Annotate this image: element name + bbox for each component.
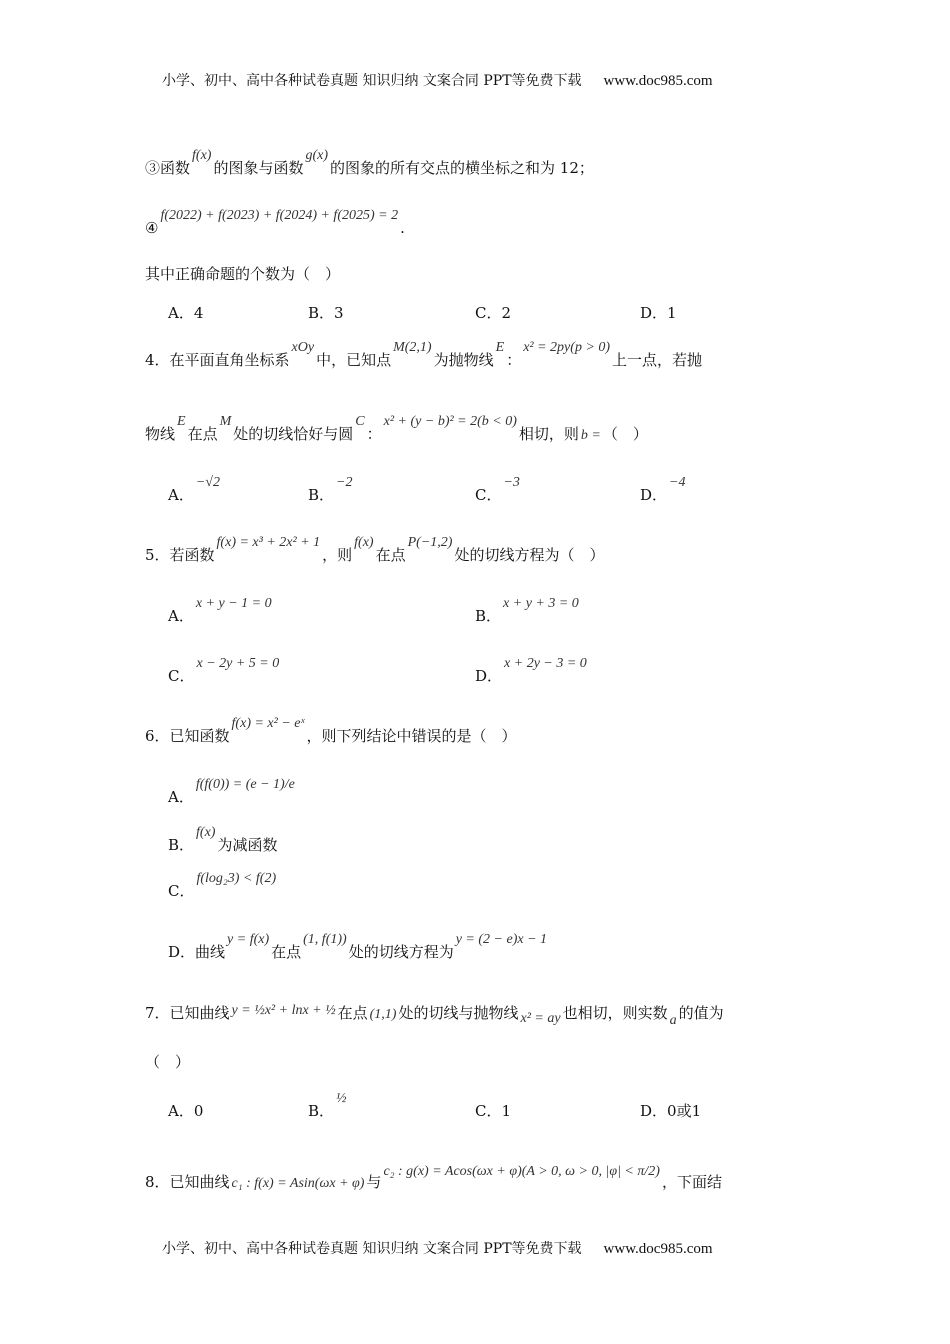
text-segment: x + y − 1 = 0 — [195, 596, 272, 611]
header-url[interactable]: www.doc985.com — [603, 73, 713, 89]
text-segment: A． — [168, 788, 194, 806]
text-segment: B． — [308, 1102, 335, 1120]
text-segment: C — [355, 414, 365, 429]
text-segment: ④ — [145, 219, 159, 237]
text-segment: y = f(x) — [227, 932, 270, 947]
option-a — [168, 596, 274, 626]
q6-option-d — [168, 932, 549, 964]
text-segment: 相切，则 — [518, 425, 579, 443]
text-segment: x + y + 3 = 0 — [503, 596, 579, 611]
text-segment: 中，已知点 — [316, 351, 392, 369]
text-segment: 在点 — [271, 943, 302, 961]
text-segment: x² = 2py(p > 0) — [523, 340, 611, 355]
text-segment: ，下面结 — [661, 1173, 722, 1191]
text-segment: ： — [506, 351, 522, 369]
q6-option-b — [168, 825, 278, 857]
text-segment: −2 — [336, 475, 353, 490]
text-segment: 的图象的所有交点的横坐标之和为 12； — [330, 159, 594, 177]
header-text: 小学、初中、高中各种试卷真题 知识归纳 文案合同 PPT等免费下载 — [162, 73, 582, 89]
text-segment: −4 — [669, 475, 686, 490]
text-segment: P(−1,2) — [407, 535, 453, 550]
text-segment: ③函数 — [145, 159, 191, 177]
text-segment: 也相切，则实数 — [562, 1004, 668, 1022]
q5-stem — [145, 535, 605, 567]
text-segment: 1 — [501, 1102, 512, 1120]
option-a — [168, 475, 222, 505]
option-b — [308, 1091, 349, 1121]
text-segment: g(x) — [305, 148, 329, 163]
option-a: A．4 — [168, 304, 204, 322]
text-segment: B． — [475, 607, 502, 625]
q3-stem: 其中正确命题的个数为（ ） — [145, 265, 341, 283]
option-d — [640, 475, 687, 505]
footer-text: 小学、初中、高中各种试卷真题 知识归纳 文案合同 PPT等免费下载 — [162, 1241, 582, 1257]
page-footer — [162, 1238, 713, 1258]
text-segment: M(2,1) — [393, 340, 432, 355]
text-segment: 0或1 — [667, 1102, 702, 1120]
text-segment: 处的切线恰好与圆 — [233, 425, 354, 443]
footer-url[interactable]: www.doc985.com — [603, 1241, 713, 1257]
option-b — [475, 596, 581, 626]
q6-stem — [145, 716, 517, 748]
option-c: C．2 — [475, 304, 512, 322]
text-segment: ，则 — [322, 546, 353, 564]
option-d — [640, 1100, 701, 1121]
q8-stem — [145, 1164, 722, 1194]
text-segment: 为抛物线 — [433, 351, 494, 369]
option-b: B．3 — [308, 304, 344, 322]
text-segment: D． — [475, 667, 503, 685]
text-segment: 处的切线与抛物线 — [398, 1004, 519, 1022]
text-segment: D． — [640, 1102, 668, 1120]
text-segment: 处的切线方程为 — [348, 943, 454, 961]
text-segment: a — [669, 1013, 677, 1028]
text-segment: C． — [168, 882, 195, 900]
text-segment: x² = ay — [520, 1011, 561, 1026]
text-segment: f(log₂3) < f(2) — [196, 871, 277, 886]
option-b — [308, 475, 354, 505]
text-segment: E — [177, 414, 186, 429]
text-segment: 7．已知曲线 — [145, 1004, 230, 1022]
text-segment: 0 — [193, 1102, 204, 1120]
text-segment: f(2022) + f(2023) + f(2024) + f(2025) = 2 — [160, 208, 399, 223]
option-d: D．1 — [640, 304, 677, 322]
text-segment: M — [219, 414, 232, 429]
text-segment: −√2 — [195, 475, 220, 490]
text-segment: B． — [308, 486, 335, 504]
text-segment: ： — [366, 425, 382, 443]
text-segment: C． — [475, 486, 502, 504]
text-segment: f(x) = x³ + 2x² + 1 — [216, 535, 321, 550]
text-segment: 物线 — [145, 425, 176, 443]
option-a — [168, 1100, 203, 1121]
text-segment: y = (2 − e)x − 1 — [455, 932, 548, 947]
text-segment: f(x) = x² − eˣ — [231, 716, 305, 731]
text-segment: f(f(0)) = (e − 1)/e — [195, 777, 295, 792]
text-segment: 8．已知曲线 — [145, 1173, 230, 1191]
text-segment: xOy — [291, 340, 315, 355]
text-segment: C． — [475, 1102, 502, 1120]
text-segment: c₁ : f(x) = Asin(ωx + φ) — [231, 1176, 365, 1191]
option-c — [475, 475, 522, 505]
text-segment: 6．已知函数 — [145, 727, 230, 745]
page-header — [162, 70, 713, 90]
text-segment: y = ½x² + lnx + ½ — [231, 1003, 336, 1018]
option-d — [475, 656, 589, 686]
text-segment: 4．在平面直角坐标系 — [145, 351, 290, 369]
text-segment: 的图象与函数 — [213, 159, 304, 177]
text-segment: 处的切线方程为（ ） — [454, 546, 605, 564]
text-segment: x − 2y + 5 = 0 — [196, 656, 280, 671]
text-segment: f(x) — [192, 148, 212, 163]
text-segment: C． — [168, 667, 195, 685]
text-segment: 在点 — [187, 425, 218, 443]
text-segment: c₂ : g(x) = Acos(ωx + φ)(A > 0, ω > 0, |φ| < π/2) — [383, 1164, 660, 1179]
text-segment: （ ） — [602, 425, 648, 443]
option-c — [475, 1100, 511, 1121]
text-segment: D． — [640, 486, 668, 504]
q6-option-a — [168, 777, 297, 809]
q6-option-c — [168, 871, 278, 903]
text-segment: ，则下列结论中错误的是（ ） — [306, 727, 517, 745]
text-segment: 的值为 — [678, 1004, 724, 1022]
text-segment: 5．若函数 — [145, 546, 215, 564]
text-segment: E — [495, 340, 505, 355]
text-segment: b = — [580, 428, 601, 443]
text-segment: 与 — [366, 1173, 382, 1191]
text-segment: ½ — [336, 1091, 347, 1106]
text-segment: x + 2y − 3 = 0 — [504, 656, 587, 671]
text-segment: −3 — [503, 475, 520, 490]
text-segment: x² + (y − b)² = 2(b < 0) — [383, 414, 517, 429]
text-segment: (1, f(1)) — [303, 932, 347, 947]
text-segment: (1,1) — [369, 1007, 397, 1022]
option-c — [168, 656, 281, 686]
text-segment: . — [400, 219, 405, 237]
text-segment: f(x) — [354, 535, 374, 550]
q7-stem — [145, 1003, 724, 1028]
text-segment: 上一点，若抛 — [612, 351, 703, 369]
text-segment: A． — [168, 1102, 194, 1120]
text-segment: 为减函数 — [217, 836, 278, 854]
text-segment: f(x) — [196, 825, 216, 840]
q3-item3 — [145, 148, 594, 180]
text-segment: A． — [168, 486, 194, 504]
text-segment: D．曲线 — [168, 943, 226, 961]
q3-item4 — [145, 208, 405, 240]
text-segment: 在点 — [375, 546, 406, 564]
text-segment: A． — [168, 607, 194, 625]
q7-paren: （ ） — [145, 1053, 191, 1071]
q4-line2 — [145, 414, 648, 446]
text-segment: 在点 — [337, 1004, 368, 1022]
text-segment: B． — [168, 836, 195, 854]
q4-line1 — [145, 340, 703, 372]
